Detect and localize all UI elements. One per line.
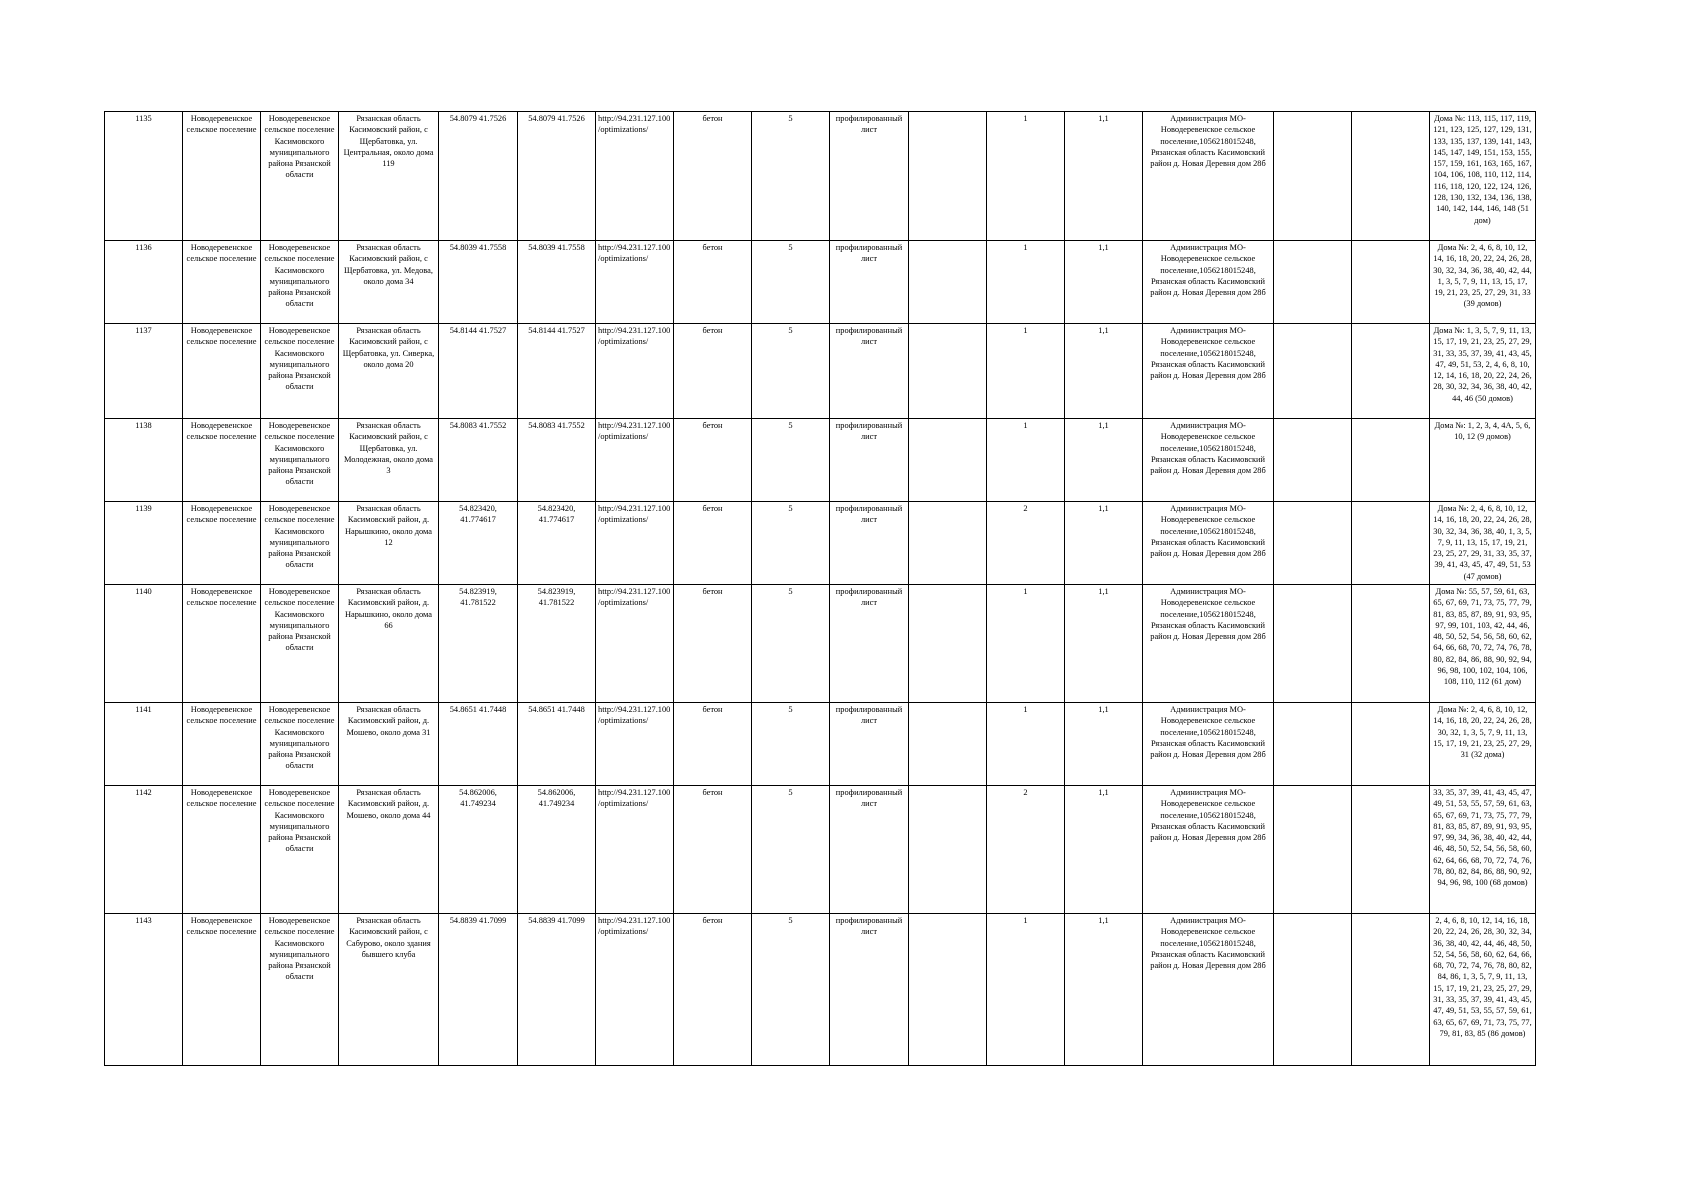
- container-count-cell: 1: [987, 585, 1065, 703]
- latitude-longitude-cell: 54.862006, 41.749234: [439, 786, 518, 914]
- table-row: [105, 585, 1536, 703]
- url-cell: http://94.231.127.100/optimizations/: [596, 419, 674, 502]
- url-cell: http://94.231.127.100/optimizations/: [596, 914, 674, 1066]
- empty-cell: [909, 112, 987, 241]
- url-cell: http://94.231.127.100/optimizations/: [596, 585, 674, 703]
- owner-cell: Администрация МО-Новодеревенское сельское поселение,1056218015248, Рязанская область Касимовский район д. Новая Деревня дом 28б: [1143, 703, 1274, 786]
- area-cell: 5: [752, 502, 830, 585]
- empty-cell: [909, 786, 987, 914]
- surface-type-cell: бетон: [674, 324, 752, 419]
- empty-cell: [1274, 419, 1352, 502]
- empty-cell: [1352, 703, 1430, 786]
- container-count-cell: 2: [987, 786, 1065, 914]
- served-houses-cell: Дома №: 1, 3, 5, 7, 9, 11, 13, 15, 17, 19, 21, 23, 25, 27, 29, 31, 33, 35, 37, 39, 41, 43, 45, 47, 49, 51, 53, 2, 4, 6, 8, 10, 12, 14, 16, 18, 20, 22, 24, 26, 28, 30, 32, 34, 36, 38, 40, 42, 44, 46 (50 домов): [1430, 324, 1536, 419]
- served-houses-cell: Дома №: 2, 4, 6, 8, 10, 12, 14, 16, 18, 20, 22, 24, 26, 28, 30, 32, 1, 3, 5, 7, 9, 11, 13, 15, 17, 19, 21, 23, 25, 27, 29, 31 (32 дома): [1430, 703, 1536, 786]
- url-cell: http://94.231.127.100/optimizations/: [596, 502, 674, 585]
- settlement-cell: Новодеревенское сельское поселение: [183, 241, 261, 324]
- row-number: 1137: [105, 324, 183, 419]
- fence-type-cell: профилированный лист: [830, 786, 909, 914]
- municipality-cell: Новодеревенское сельское поселение Касимовского муниципального района Рязанской области: [261, 914, 339, 1066]
- container-volume-cell: 1,1: [1065, 419, 1143, 502]
- table-row: [105, 324, 1536, 419]
- fence-type-cell: профилированный лист: [830, 585, 909, 703]
- owner-cell: Администрация МО-Новодеревенское сельское поселение,1056218015248, Рязанская область Касимовский район д. Новая Деревня дом 28б: [1143, 112, 1274, 241]
- table-body: [105, 112, 1536, 1066]
- settlement-cell: Новодеревенское сельское поселение: [183, 914, 261, 1066]
- container-count-cell: 1: [987, 241, 1065, 324]
- settlement-cell: Новодеревенское сельское поселение: [183, 703, 261, 786]
- latitude-longitude-cell: 54.8839 41.7099: [439, 914, 518, 1066]
- served-houses-cell: Дома №: 2, 4, 6, 8, 10, 12, 14, 16, 18, 20, 22, 24, 26, 28, 30, 32, 34, 36, 38, 40, 42, 44, 1, 3, 5, 7, 9, 11, 13, 15, 17, 19, 21, 23, 25, 27, 29, 31, 33 (39 домов): [1430, 241, 1536, 324]
- latitude-longitude-cell: 54.823420, 41.774617: [439, 502, 518, 585]
- surface-type-cell: бетон: [674, 585, 752, 703]
- municipality-cell: Новодеревенское сельское поселение Касимовского муниципального района Рязанской области: [261, 585, 339, 703]
- municipality-cell: Новодеревенское сельское поселение Касимовского муниципального района Рязанской области: [261, 703, 339, 786]
- surface-type-cell: бетон: [674, 786, 752, 914]
- table-row: [105, 419, 1536, 502]
- container-count-cell: 1: [987, 703, 1065, 786]
- surface-type-cell: бетон: [674, 241, 752, 324]
- area-cell: 5: [752, 324, 830, 419]
- latitude-longitude-cell: 54.823919, 41.781522: [439, 585, 518, 703]
- empty-cell: [1274, 786, 1352, 914]
- empty-cell: [1352, 914, 1430, 1066]
- address-cell: Рязанская область Касимовский район, д. Нарышкино, около дома 66: [339, 585, 439, 703]
- container-count-cell: 1: [987, 419, 1065, 502]
- latitude-longitude-cell: 54.8144 41.7527: [439, 324, 518, 419]
- container-count-cell: 2: [987, 502, 1065, 585]
- address-cell: Рязанская область Касимовский район, с Щербатовка, ул. Молодежная, около дома 3: [339, 419, 439, 502]
- table-row: [105, 914, 1536, 1066]
- container-volume-cell: 1,1: [1065, 324, 1143, 419]
- empty-cell: [909, 324, 987, 419]
- fence-type-cell: профилированный лист: [830, 324, 909, 419]
- row-number: 1142: [105, 786, 183, 914]
- municipality-cell: Новодеревенское сельское поселение Касимовского муниципального района Рязанской области: [261, 419, 339, 502]
- row-number: 1138: [105, 419, 183, 502]
- empty-cell: [909, 419, 987, 502]
- surface-type-cell: бетон: [674, 914, 752, 1066]
- container-count-cell: 1: [987, 324, 1065, 419]
- container-volume-cell: 1,1: [1065, 502, 1143, 585]
- empty-cell: [1352, 786, 1430, 914]
- owner-cell: Администрация МО-Новодеревенское сельское поселение,1056218015248, Рязанская область Касимовский район д. Новая Деревня дом 28б: [1143, 324, 1274, 419]
- empty-cell: [1274, 241, 1352, 324]
- municipality-cell: Новодеревенское сельское поселение Касимовского муниципального района Рязанской области: [261, 324, 339, 419]
- settlement-cell: Новодеревенское сельское поселение: [183, 112, 261, 241]
- address-cell: Рязанская область Касимовский район, с Щербатовка, ул. Сиверка, около дома 20: [339, 324, 439, 419]
- container-count-cell: 1: [987, 112, 1065, 241]
- registry-table: [104, 111, 1536, 1066]
- owner-cell: Администрация МО-Новодеревенское сельское поселение,1056218015248, Рязанская область Касимовский район д. Новая Деревня дом 28б: [1143, 786, 1274, 914]
- owner-cell: Администрация МО-Новодеревенское сельское поселение,1056218015248, Рязанская область Касимовский район д. Новая Деревня дом 28б: [1143, 585, 1274, 703]
- fence-type-cell: профилированный лист: [830, 241, 909, 324]
- fence-type-cell: профилированный лист: [830, 419, 909, 502]
- address-cell: Рязанская область Касимовский район, с Сабурово, около здания бывшего клуба: [339, 914, 439, 1066]
- row-number: 1140: [105, 585, 183, 703]
- fence-type-cell: профилированный лист: [830, 112, 909, 241]
- empty-cell: [909, 914, 987, 1066]
- empty-cell: [909, 585, 987, 703]
- empty-cell: [1352, 585, 1430, 703]
- container-volume-cell: 1,1: [1065, 914, 1143, 1066]
- container-volume-cell: 1,1: [1065, 703, 1143, 786]
- area-cell: 5: [752, 786, 830, 914]
- municipality-cell: Новодеревенское сельское поселение Касимовского муниципального района Рязанской области: [261, 112, 339, 241]
- owner-cell: Администрация МО-Новодеревенское сельское поселение,1056218015248, Рязанская область Касимовский район д. Новая Деревня дом 28б: [1143, 241, 1274, 324]
- coordinates-cell: 54.862006, 41.749234: [518, 786, 596, 914]
- row-number: 1136: [105, 241, 183, 324]
- area-cell: 5: [752, 241, 830, 324]
- owner-cell: Администрация МО-Новодеревенское сельское поселение,1056218015248, Рязанская область Касимовский район д. Новая Деревня дом 28б: [1143, 419, 1274, 502]
- empty-cell: [1274, 324, 1352, 419]
- municipality-cell: Новодеревенское сельское поселение Касимовского муниципального района Рязанской области: [261, 786, 339, 914]
- empty-cell: [1352, 112, 1430, 241]
- row-number: 1143: [105, 914, 183, 1066]
- container-volume-cell: 1,1: [1065, 786, 1143, 914]
- table-row: [105, 703, 1536, 786]
- coordinates-cell: 54.8039 41.7558: [518, 241, 596, 324]
- coordinates-cell: 54.8839 41.7099: [518, 914, 596, 1066]
- latitude-longitude-cell: 54.8039 41.7558: [439, 241, 518, 324]
- empty-cell: [1274, 585, 1352, 703]
- surface-type-cell: бетон: [674, 112, 752, 241]
- fence-type-cell: профилированный лист: [830, 502, 909, 585]
- surface-type-cell: бетон: [674, 703, 752, 786]
- settlement-cell: Новодеревенское сельское поселение: [183, 419, 261, 502]
- area-cell: 5: [752, 112, 830, 241]
- latitude-longitude-cell: 54.8079 41.7526: [439, 112, 518, 241]
- row-number: 1139: [105, 502, 183, 585]
- served-houses-cell: Дома №: 55, 57, 59, 61, 63, 65, 67, 69, 71, 73, 75, 77, 79, 81, 83, 85, 87, 89, 91, 93, 95, 97, 99, 101, 103, 42, 44, 46, 48, 50, 52, 54, 56, 58, 60, 62, 64, 66, 68, 70, 72, 74, 76, 78, 80, 82, 84, 86, 88, 90, 92, 94, 96, 98, 100, 102, 104, 106, 108, 110, 112 (61 дом): [1430, 585, 1536, 703]
- coordinates-cell: 54.8144 41.7527: [518, 324, 596, 419]
- coordinates-cell: 54.8651 41.7448: [518, 703, 596, 786]
- latitude-longitude-cell: 54.8651 41.7448: [439, 703, 518, 786]
- table-row: [105, 502, 1536, 585]
- empty-cell: [1274, 112, 1352, 241]
- table-row: [105, 786, 1536, 914]
- url-cell: http://94.231.127.100/optimizations/: [596, 786, 674, 914]
- owner-cell: Администрация МО-Новодеревенское сельское поселение,1056218015248, Рязанская область Касимовский район д. Новая Деревня дом 28б: [1143, 914, 1274, 1066]
- url-cell: http://94.231.127.100/optimizations/: [596, 703, 674, 786]
- area-cell: 5: [752, 914, 830, 1066]
- area-cell: 5: [752, 585, 830, 703]
- fence-type-cell: профилированный лист: [830, 703, 909, 786]
- empty-cell: [909, 703, 987, 786]
- owner-cell: Администрация МО-Новодеревенское сельское поселение,1056218015248, Рязанская область Касимовский район д. Новая Деревня дом 28б: [1143, 502, 1274, 585]
- settlement-cell: Новодеревенское сельское поселение: [183, 585, 261, 703]
- row-number: 1135: [105, 112, 183, 241]
- municipality-cell: Новодеревенское сельское поселение Касимовского муниципального района Рязанской области: [261, 241, 339, 324]
- served-houses-cell: 33, 35, 37, 39, 41, 43, 45, 47, 49, 51, 53, 55, 57, 59, 61, 63, 65, 67, 69, 71, 73, 75, 77, 79, 81, 83, 85, 87, 89, 91, 93, 95, 97, 99, 34, 36, 38, 40, 42, 44, 46, 48, 50, 52, 54, 56, 58, 60, 62, 64, 66, 68, 70, 72, 74, 76, 78, 80, 82, 84, 86, 88, 90, 92, 94, 96, 98, 100 (68 домов): [1430, 786, 1536, 914]
- container-volume-cell: 1,1: [1065, 585, 1143, 703]
- url-cell: http://94.231.127.100/optimizations/: [596, 241, 674, 324]
- coordinates-cell: 54.823919, 41.781522: [518, 585, 596, 703]
- served-houses-cell: Дома №: 1, 2, 3, 4, 4А, 5, 6, 10, 12 (9 домов): [1430, 419, 1536, 502]
- empty-cell: [1352, 241, 1430, 324]
- empty-cell: [1274, 703, 1352, 786]
- coordinates-cell: 54.823420, 41.774617: [518, 502, 596, 585]
- fence-type-cell: профилированный лист: [830, 914, 909, 1066]
- municipality-cell: Новодеревенское сельское поселение Касимовского муниципального района Рязанской области: [261, 502, 339, 585]
- surface-type-cell: бетон: [674, 502, 752, 585]
- table-row: [105, 241, 1536, 324]
- latitude-longitude-cell: 54.8083 41.7552: [439, 419, 518, 502]
- served-houses-cell: Дома №: 113, 115, 117, 119, 121, 123, 125, 127, 129, 131, 133, 135, 137, 139, 141, 143, 145, 147, 149, 151, 153, 155, 157, 159, 161, 163, 165, 167, 104, 106, 108, 110, 112, 114, 116, 118, 120, 122, 124, 126, 128, 130, 132, 134, 136, 138, 140, 142, 144, 146, 148 (51 дом): [1430, 112, 1536, 241]
- address-cell: Рязанская область Касимовский район, д. Нарышкино, около дома 12: [339, 502, 439, 585]
- served-houses-cell: Дома №: 2, 4, 6, 8, 10, 12, 14, 16, 18, 20, 22, 24, 26, 28, 30, 32, 34, 36, 38, 40, 1, 3, 5, 7, 9, 11, 13, 15, 17, 19, 21, 23, 25, 27, 29, 31, 33, 35, 37, 39, 41, 43, 45, 47, 49, 51, 53 (47 домов): [1430, 502, 1536, 585]
- settlement-cell: Новодеревенское сельское поселение: [183, 786, 261, 914]
- served-houses-cell: 2, 4, 6, 8, 10, 12, 14, 16, 18, 20, 22, 24, 26, 28, 30, 32, 34, 36, 38, 40, 42, 44, 46, 48, 50, 52, 54, 56, 58, 60, 62, 64, 66, 68, 70, 72, 74, 76, 78, 80, 82, 84, 86, 1, 3, 5, 7, 9, 11, 13, 15, 17, 19, 21, 23, 25, 27, 29, 31, 33, 35, 37, 39, 41, 43, 45, 47, 49, 51, 53, 55, 57, 59, 61, 63, 65, 67, 69, 71, 73, 75, 77, 79, 81, 83, 85 (86 домов): [1430, 914, 1536, 1066]
- empty-cell: [909, 502, 987, 585]
- empty-cell: [1352, 419, 1430, 502]
- url-cell: http://94.231.127.100/optimizations/: [596, 112, 674, 241]
- address-cell: Рязанская область Касимовский район, д. Мошево, около дома 31: [339, 703, 439, 786]
- area-cell: 5: [752, 419, 830, 502]
- settlement-cell: Новодеревенское сельское поселение: [183, 502, 261, 585]
- empty-cell: [1274, 914, 1352, 1066]
- coordinates-cell: 54.8083 41.7552: [518, 419, 596, 502]
- empty-cell: [1274, 502, 1352, 585]
- container-count-cell: 1: [987, 914, 1065, 1066]
- empty-cell: [909, 241, 987, 324]
- container-volume-cell: 1,1: [1065, 241, 1143, 324]
- address-cell: Рязанская область Касимовский район, с Щербатовка, ул. Центральная, около дома 119: [339, 112, 439, 241]
- coordinates-cell: 54.8079 41.7526: [518, 112, 596, 241]
- surface-type-cell: бетон: [674, 419, 752, 502]
- area-cell: 5: [752, 703, 830, 786]
- address-cell: Рязанская область Касимовский район, с Щербатовка, ул. Медова, около дома 34: [339, 241, 439, 324]
- row-number: 1141: [105, 703, 183, 786]
- empty-cell: [1352, 502, 1430, 585]
- container-volume-cell: 1,1: [1065, 112, 1143, 241]
- table-row: [105, 112, 1536, 241]
- settlement-cell: Новодеревенское сельское поселение: [183, 324, 261, 419]
- address-cell: Рязанская область Касимовский район, д. Мошево, около дома 44: [339, 786, 439, 914]
- url-cell: http://94.231.127.100/optimizations/: [596, 324, 674, 419]
- empty-cell: [1352, 324, 1430, 419]
